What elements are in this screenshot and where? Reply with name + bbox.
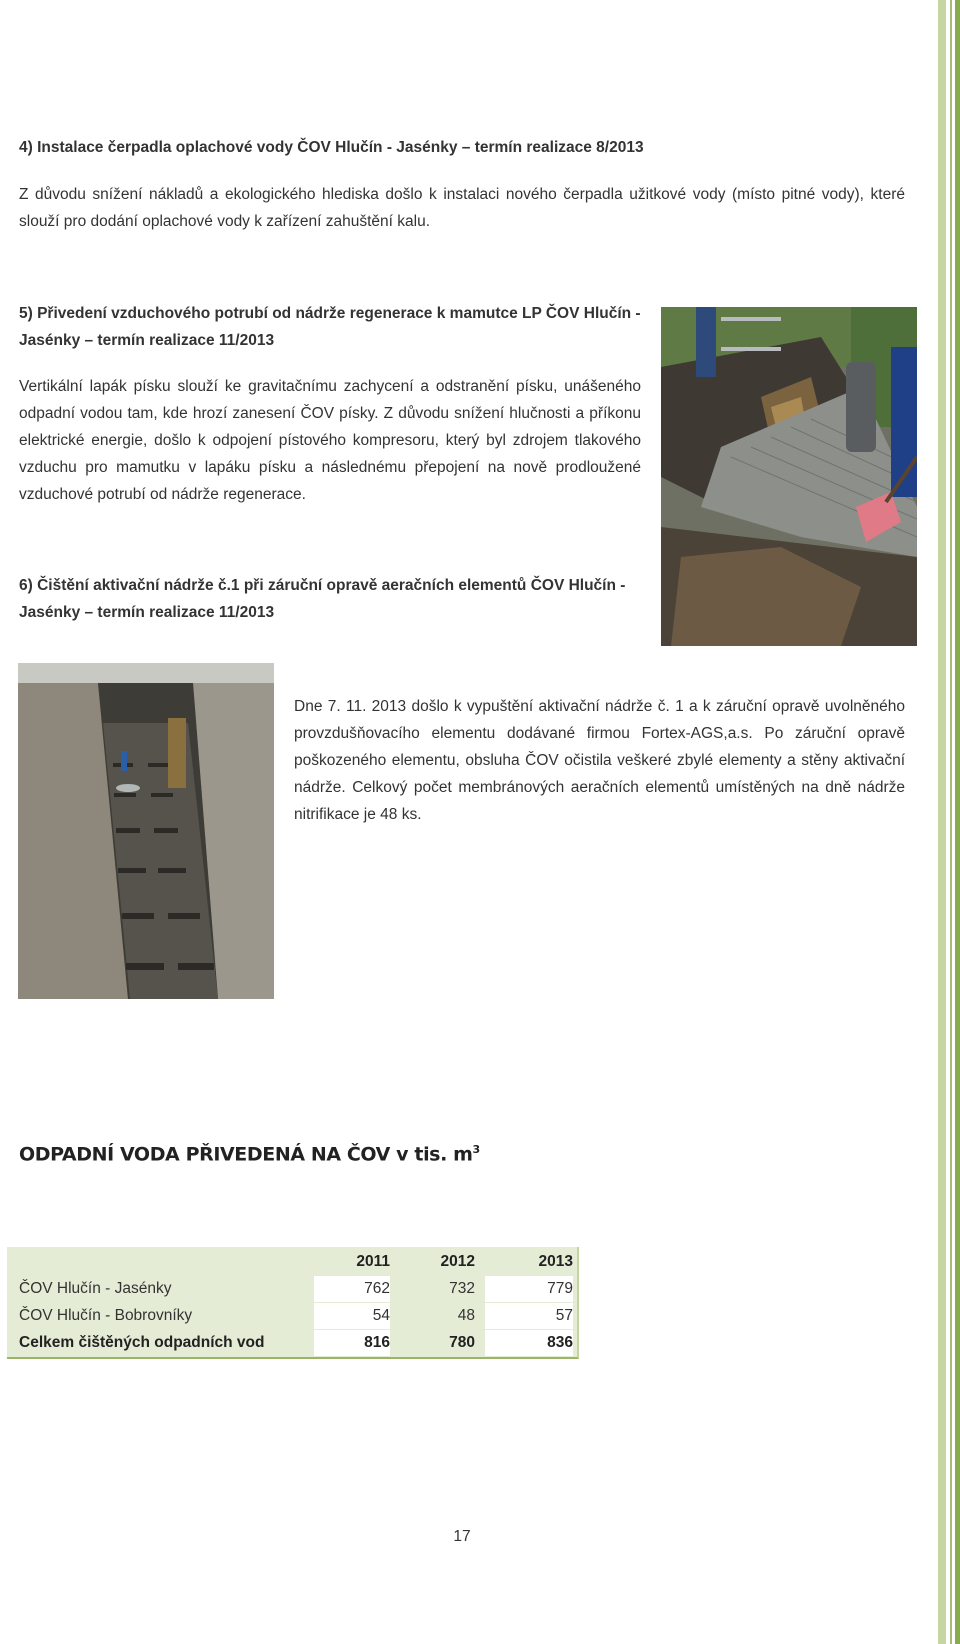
- table-row: [7, 1303, 577, 1329]
- table-header-year: 2013: [538, 1253, 573, 1270]
- section-4-heading: 4) Instalace čerpadla oplachové vody ČOV Hlučín - Jasénky – termín realizace 8/2013: [19, 139, 644, 156]
- wastewater-table-title-superscript: 3: [472, 1143, 480, 1156]
- section-4-body: Z důvodu snížení nákladů a ekologického hlediska došlo k instalaci nového čerpadla užitkové vody (místo pitné vody), které slouží pro dodání oplachové vody k zařízení zahuštění kalu.: [19, 186, 905, 230]
- table-total-row: [7, 1330, 577, 1356]
- table-row-label: ČOV Hlučín - Jasénky: [19, 1280, 172, 1297]
- table-cell: 780: [449, 1334, 475, 1351]
- table-cell: 57: [485, 1303, 573, 1329]
- section-5-body: Vertikální lapák písku slouží ke gravitačnímu zachycení a odstranění písku, unášeného odpadní vodou tam, kde hrozí zanesení ČOV písky. Z důvodu snížení hlučnosti a příkonu elektrické energie, došlo k odpojení pístového kompresoru, který byl zdrojem tlakového vzduchu pro mamutku v lapáku písku a následnému přepojení na nově prodloužené vzduchové potrubí od nádrže regenerace.: [19, 378, 641, 503]
- aeration-tank-photo: [18, 663, 274, 999]
- table-cell: 732: [449, 1280, 475, 1297]
- table-row-label: ČOV Hlučín - Bobrovníky: [19, 1307, 193, 1324]
- wastewater-table-title-text: ODPADNÍ VODA PŘIVEDENÁ NA ČOV v tis. m: [19, 1143, 473, 1166]
- table-row: [7, 1276, 577, 1302]
- wastewater-table: [7, 1247, 579, 1359]
- table-cell: 779: [485, 1276, 573, 1302]
- page-border-stripe: [955, 0, 960, 1644]
- table-cell: 48: [457, 1307, 475, 1324]
- section-5-heading: 5) Přivedení vzduchového potrubí od nádrže regenerace k mamutce LP ČOV Hlučín - Jasénky – termín realizace 11/2013: [19, 305, 641, 349]
- table-header-year: 2012: [440, 1253, 475, 1270]
- table-cell: 816: [314, 1330, 390, 1356]
- wastewater-table-title: [19, 1143, 480, 1165]
- section-6-heading: 6) Čištění aktivační nádrže č.1 při záruční opravě aeračních elementů ČOV Hlučín - Jasénky – termín realizace 11/2013: [19, 577, 626, 621]
- page-border-stripe: [938, 0, 946, 1644]
- table-header-row: [7, 1249, 577, 1275]
- page-number: 17: [453, 1528, 471, 1545]
- table-cell: 836: [485, 1330, 573, 1356]
- table-cell: 762: [314, 1276, 390, 1302]
- table-header-year: 2011: [356, 1253, 390, 1270]
- section-6-body: Dne 7. 11. 2013 došlo k vypuštění aktivační nádrže č. 1 a k záruční opravě uvolněného provzdušňovacího elementu dodávané firmou Fortex-AGS,a.s. Po záruční opravě poškozeného elementu, obsluha ČOV očistila veškeré zbylé elementy a stěny aktivační nádrže. Celkový počet membránových aeračních elementů umístěných na dně nádrže nitrifikace je 48 ks.: [294, 698, 905, 823]
- trench-excavation-photo: [661, 307, 917, 646]
- table-row-label: Celkem čištěných odpadních vod: [19, 1334, 265, 1351]
- table-cell: 54: [314, 1303, 390, 1329]
